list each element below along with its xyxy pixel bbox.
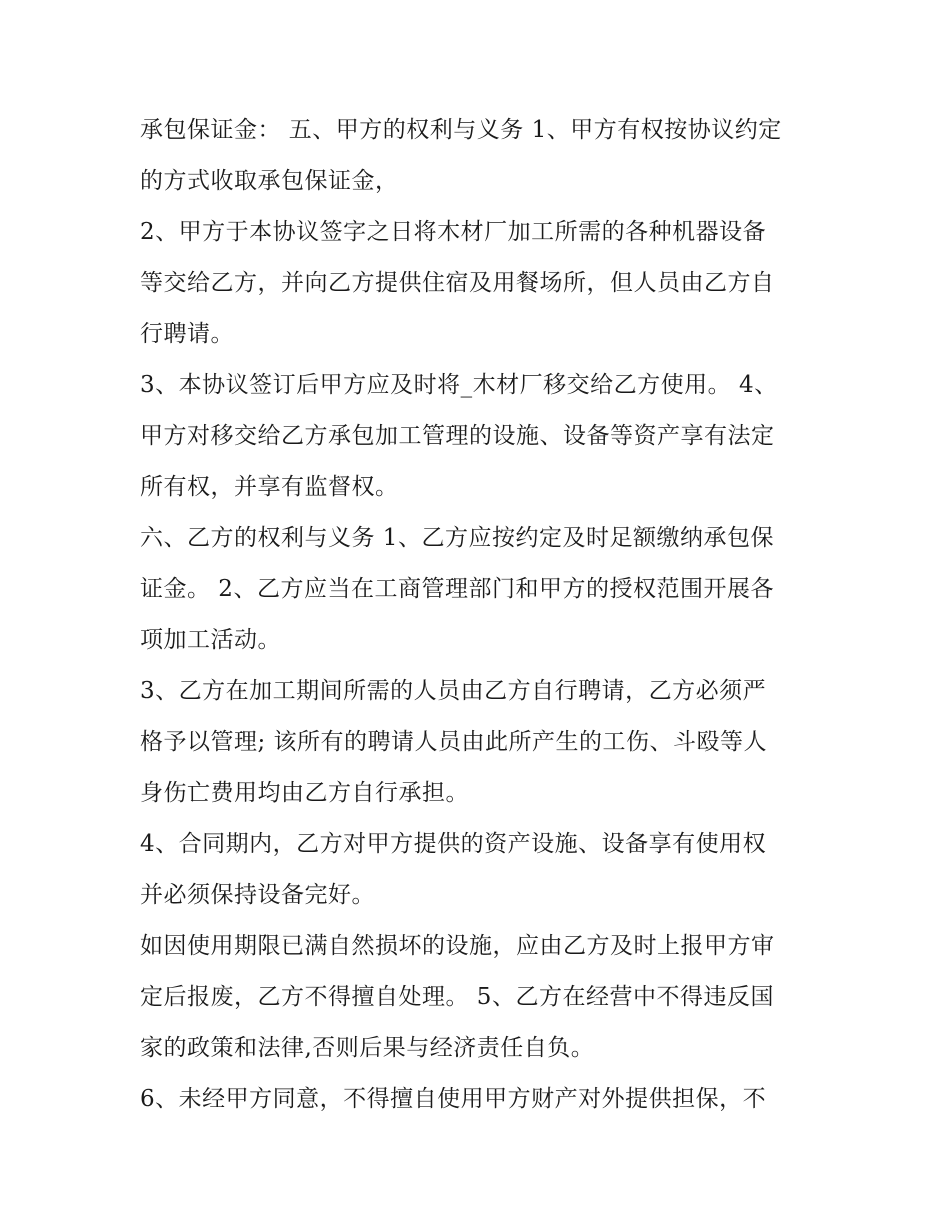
text-line-9: 六、乙方的权利与义务 1、乙方应按约定及时足额缴纳承包保 <box>140 525 774 551</box>
text-line-10: 证金。 2、乙方应当在工商管理部门和甲方的授权范围开展各 <box>140 576 774 602</box>
text-line-20: 6、未经甲方同意，不得擅自使用甲方财产对外提供担保，不 <box>140 1086 767 1112</box>
text-line-12: 3、乙方在加工期间所需的人员由乙方自行聘请，乙方必须严 <box>140 678 767 704</box>
text-line-15: 4、合同期内，乙方对甲方提供的资产设施、设备享有使用权 <box>140 831 767 857</box>
text-line-17: 如因使用期限已满自然损坏的设施，应由乙方及时上报甲方审 <box>140 933 775 959</box>
text-line-19: 家的政策和法律,否则后果与经济责任自负。 <box>140 1035 595 1061</box>
text-line-4: 等交给乙方，并向乙方提供住宿及用餐场所，但人员由乙方自 <box>140 270 775 296</box>
text-line-2: 的方式收取承包保证金， <box>140 168 399 194</box>
text-line-18: 定后报废，乙方不得擅自处理。 5、乙方在经营中不得违反国 <box>140 984 774 1010</box>
text-line-1: 承包保证金： 五、甲方的权利与义务 1、甲方有权按协议约定 <box>140 117 782 143</box>
text-line-3: 2、甲方于本协议签字之日将木材厂加工所需的各种机器设备 <box>140 219 767 245</box>
text-line-14: 身伤亡费用均由乙方自行承担。 <box>140 780 469 806</box>
text-line-8: 所有权，并享有监督权。 <box>140 474 399 500</box>
text-line-11: 项加工活动。 <box>140 627 281 653</box>
text-line-6: 3、本协议签订后甲方应及时将_木材厂移交给乙方使用。 4、 <box>140 372 778 398</box>
contract-text <box>140 105 820 1125</box>
text-line-13: 格予以管理; 该所有的聘请人员由此所产生的工伤、斗殴等人 <box>140 729 768 755</box>
text-line-5: 行聘请。 <box>140 321 234 347</box>
text-line-7: 甲方对移交给乙方承包加工管理的设施、设备等资产享有法定 <box>140 423 775 449</box>
text-line-16: 并必须保持设备完好。 <box>140 882 375 908</box>
